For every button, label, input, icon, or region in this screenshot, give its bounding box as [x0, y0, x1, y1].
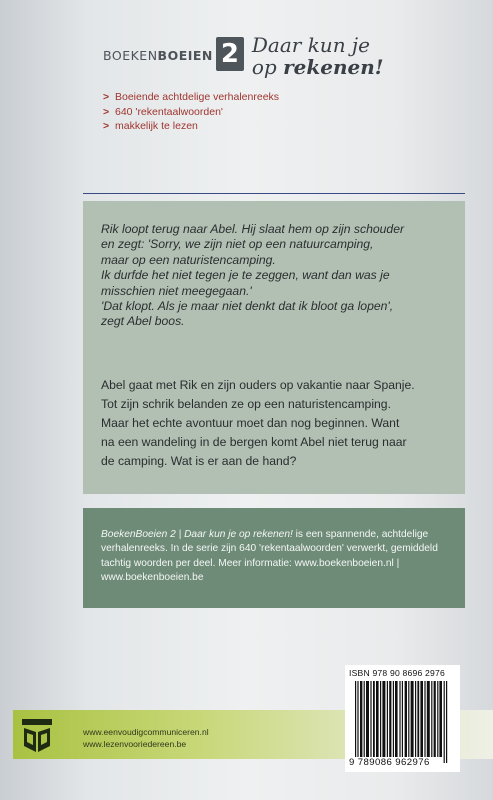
feature-list: [103, 90, 279, 134]
chevron-right-icon: >: [103, 91, 110, 103]
url-line[interactable]: www.eenvoudigcommuniceren.nl: [83, 727, 209, 737]
list-item: [103, 119, 279, 134]
list-item: [103, 105, 279, 120]
brand-wordmark: [103, 48, 213, 63]
feature-text: Boeiende achtdelige verhalenreeks: [115, 91, 280, 103]
series-title: BoekenBoeien 2 | Daar kun je op rekenen!: [101, 529, 293, 540]
series-info-panel: [83, 508, 465, 608]
isbn-number: ISBN 978 90 8696 2976: [349, 668, 445, 678]
excerpt-quote: Rik loopt terug naar Abel. Hij slaat hem op zijn schouder en zegt: 'Sorry, we zijn niet op een natuurcamping, maar op een naturistencamping. Ik durfde het niet tegen je te zeggen, want dan was je misschien niet meegegaan.' 'Dat klopt. Als je maar niet denkt dat ik bloot ga lopen', zegt Abel boos.: [101, 222, 405, 329]
list-item: [103, 90, 279, 105]
series-description: [101, 528, 457, 586]
series-logo: [103, 33, 384, 79]
slogan-bold: rekenen!: [283, 55, 384, 79]
url-line[interactable]: www.lezenvooriedereen.be: [83, 738, 187, 749]
isbn-barcode: [345, 665, 460, 772]
brand-number-badge: 2: [216, 37, 244, 71]
feature-text: 640 'rekentaalwoorden': [115, 105, 223, 118]
series-text: is een spannende, achtdelige verhalenreeks. In de serie zijn 640 'rekentaalwoorden' verwerkt, gemiddeld tachtig woorden per deel. Meer informatie: www.boekenboeien.nl | www.boekenboeien.be: [101, 529, 438, 584]
ean-number: 9 789086 962976: [349, 757, 434, 768]
feature-text: makkelijk te lezen: [115, 120, 198, 132]
chevron-right-icon: >: [103, 105, 110, 118]
brand-word-light: BOEKEN: [103, 48, 158, 63]
publisher-urls: [83, 727, 209, 750]
slogan-line-2: [252, 56, 384, 78]
brand-word-bold: BOEIEN: [157, 48, 213, 63]
barcode-icon: [349, 681, 455, 763]
excerpt-panel: [83, 201, 465, 494]
chevron-right-icon: >: [103, 120, 110, 132]
story-summary: Abel gaat met Rik en zijn ouders op vakantie naar Spanje. Tot zijn schrik belanden ze op een naturistencamping. Maar het echte avontuur moet dan nog beginnen. Want na een wandeling in de bergen komt Abel niet terug naar de camping. Wat is er aan de hand?: [101, 378, 415, 468]
slogan-line-1: Daar kun je: [251, 33, 370, 57]
slogan-prefix: op: [251, 55, 284, 79]
publisher-logo-icon: [21, 717, 55, 757]
slogan: [252, 34, 384, 78]
divider: [83, 193, 465, 194]
